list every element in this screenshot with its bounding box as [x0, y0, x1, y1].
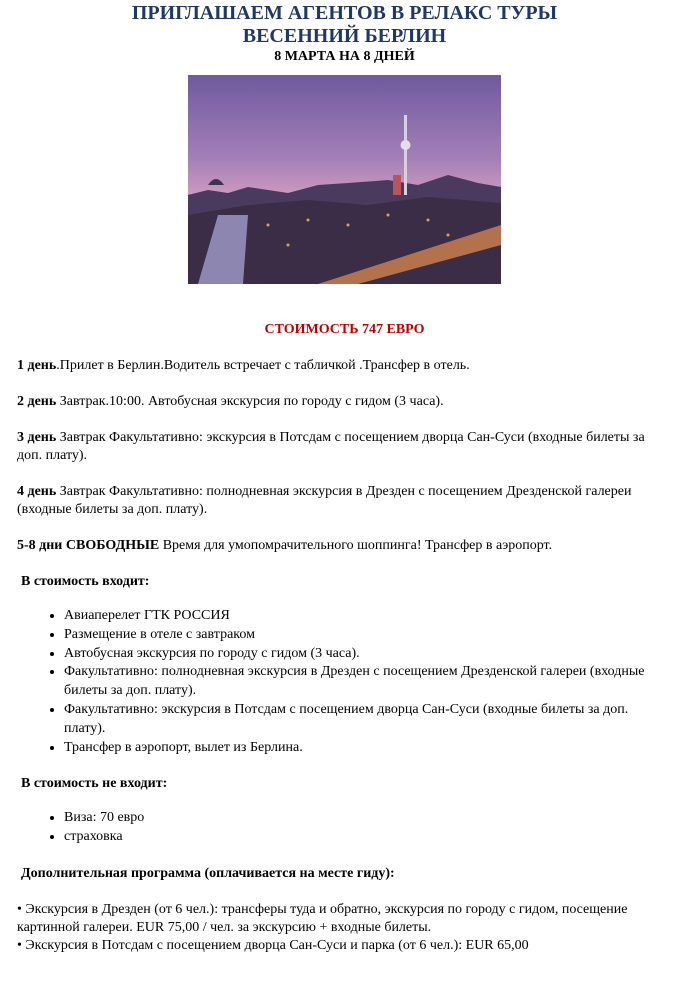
day-text: Время для умопомрачительного шоппинга! Трансфер в аэропорт.	[159, 538, 553, 553]
day-label: 2 день	[17, 394, 57, 409]
list-item: • Авиаперелет ГТК РОССИЯ	[64, 607, 672, 626]
list-item: • Автобусная экскурсия по городу с гидом (3 часа).	[64, 645, 672, 664]
extra-list	[17, 901, 672, 955]
excluded-heading: В стоимость не входит:	[21, 776, 168, 792]
berlin-skyline-photo	[188, 75, 501, 284]
title-line-2: ВЕСЕННИЙ БЕРЛИН	[242, 25, 447, 47]
list-item: • Факультативно: экскурсия в Потсдам с посещением дворца Сан-Суси (входные билеты за доп. плату).	[64, 701, 672, 739]
page-title	[17, 2, 672, 48]
list-item: • Факультативно: полнодневная экскурсия в Дрезден с посещением Дрезденской галереи (входные билеты за доп. плату).	[64, 663, 672, 701]
extra-item: • Экскурсия в Дрезден (от 6 чел.): трансферы туда и обратно, экскурсия по городу с гидом, посещение картинной галереи. EUR 75,00 / чел. за экскурсию + входные билеты.	[17, 901, 628, 935]
day-3	[17, 429, 672, 465]
day-1	[17, 357, 672, 375]
subtitle: 8 МАРТА НА 8 ДНЕЙ	[274, 49, 415, 64]
list-item: • Размещение в отеле с завтраком	[64, 626, 672, 645]
day-label: 1 день	[17, 358, 57, 373]
list-item: • страховка	[64, 828, 672, 847]
included-list	[17, 607, 672, 757]
day-text: Завтрак Факультативно: полнодневная экскурсия в Дрезден с посещением Дрезденской галереи (входные билеты за доп. плату).	[17, 484, 632, 517]
day-text: .Прилет в Берлин.Водитель встречает с табличкой .Трансфер в отель.	[56, 358, 470, 373]
list-item: • Трансфер в аэропорт, вылет из Берлина.	[64, 739, 672, 758]
day-2	[17, 393, 672, 411]
excluded-list	[17, 809, 672, 847]
day-5-8	[17, 537, 672, 555]
day-text: Завтрак Факультативно: экскурсия в Потсдам с посещением дворца Сан-Суси (входные билеты за доп. плату).	[17, 430, 645, 463]
extra-item: • Экскурсия в Потсдам с посещением дворца Сан-Суси и парка (от 6 чел.): EUR 65,00	[17, 937, 529, 953]
day-text: Завтрак.10:00. Автобусная экскурсия по городу с гидом (3 часа).	[56, 394, 444, 409]
list-item: • Виза: 70 евро	[64, 809, 672, 828]
extra-heading: Дополнительная программа (оплачивается на месте гиду):	[21, 865, 395, 881]
day-label: 3 день	[17, 430, 57, 445]
title-line-1: ПРИГЛАШАЕМ АГЕНТОВ В РЕЛАКС ТУРЫ	[131, 2, 558, 24]
included-heading: В стоимость входит:	[21, 574, 150, 589]
day-label: 5-8 дни СВОБОДНЫЕ	[17, 538, 160, 553]
day-label: 4 день	[17, 484, 57, 499]
price: СТОИМОСТЬ 747 ЕВРО	[264, 322, 425, 337]
day-4	[17, 483, 672, 519]
